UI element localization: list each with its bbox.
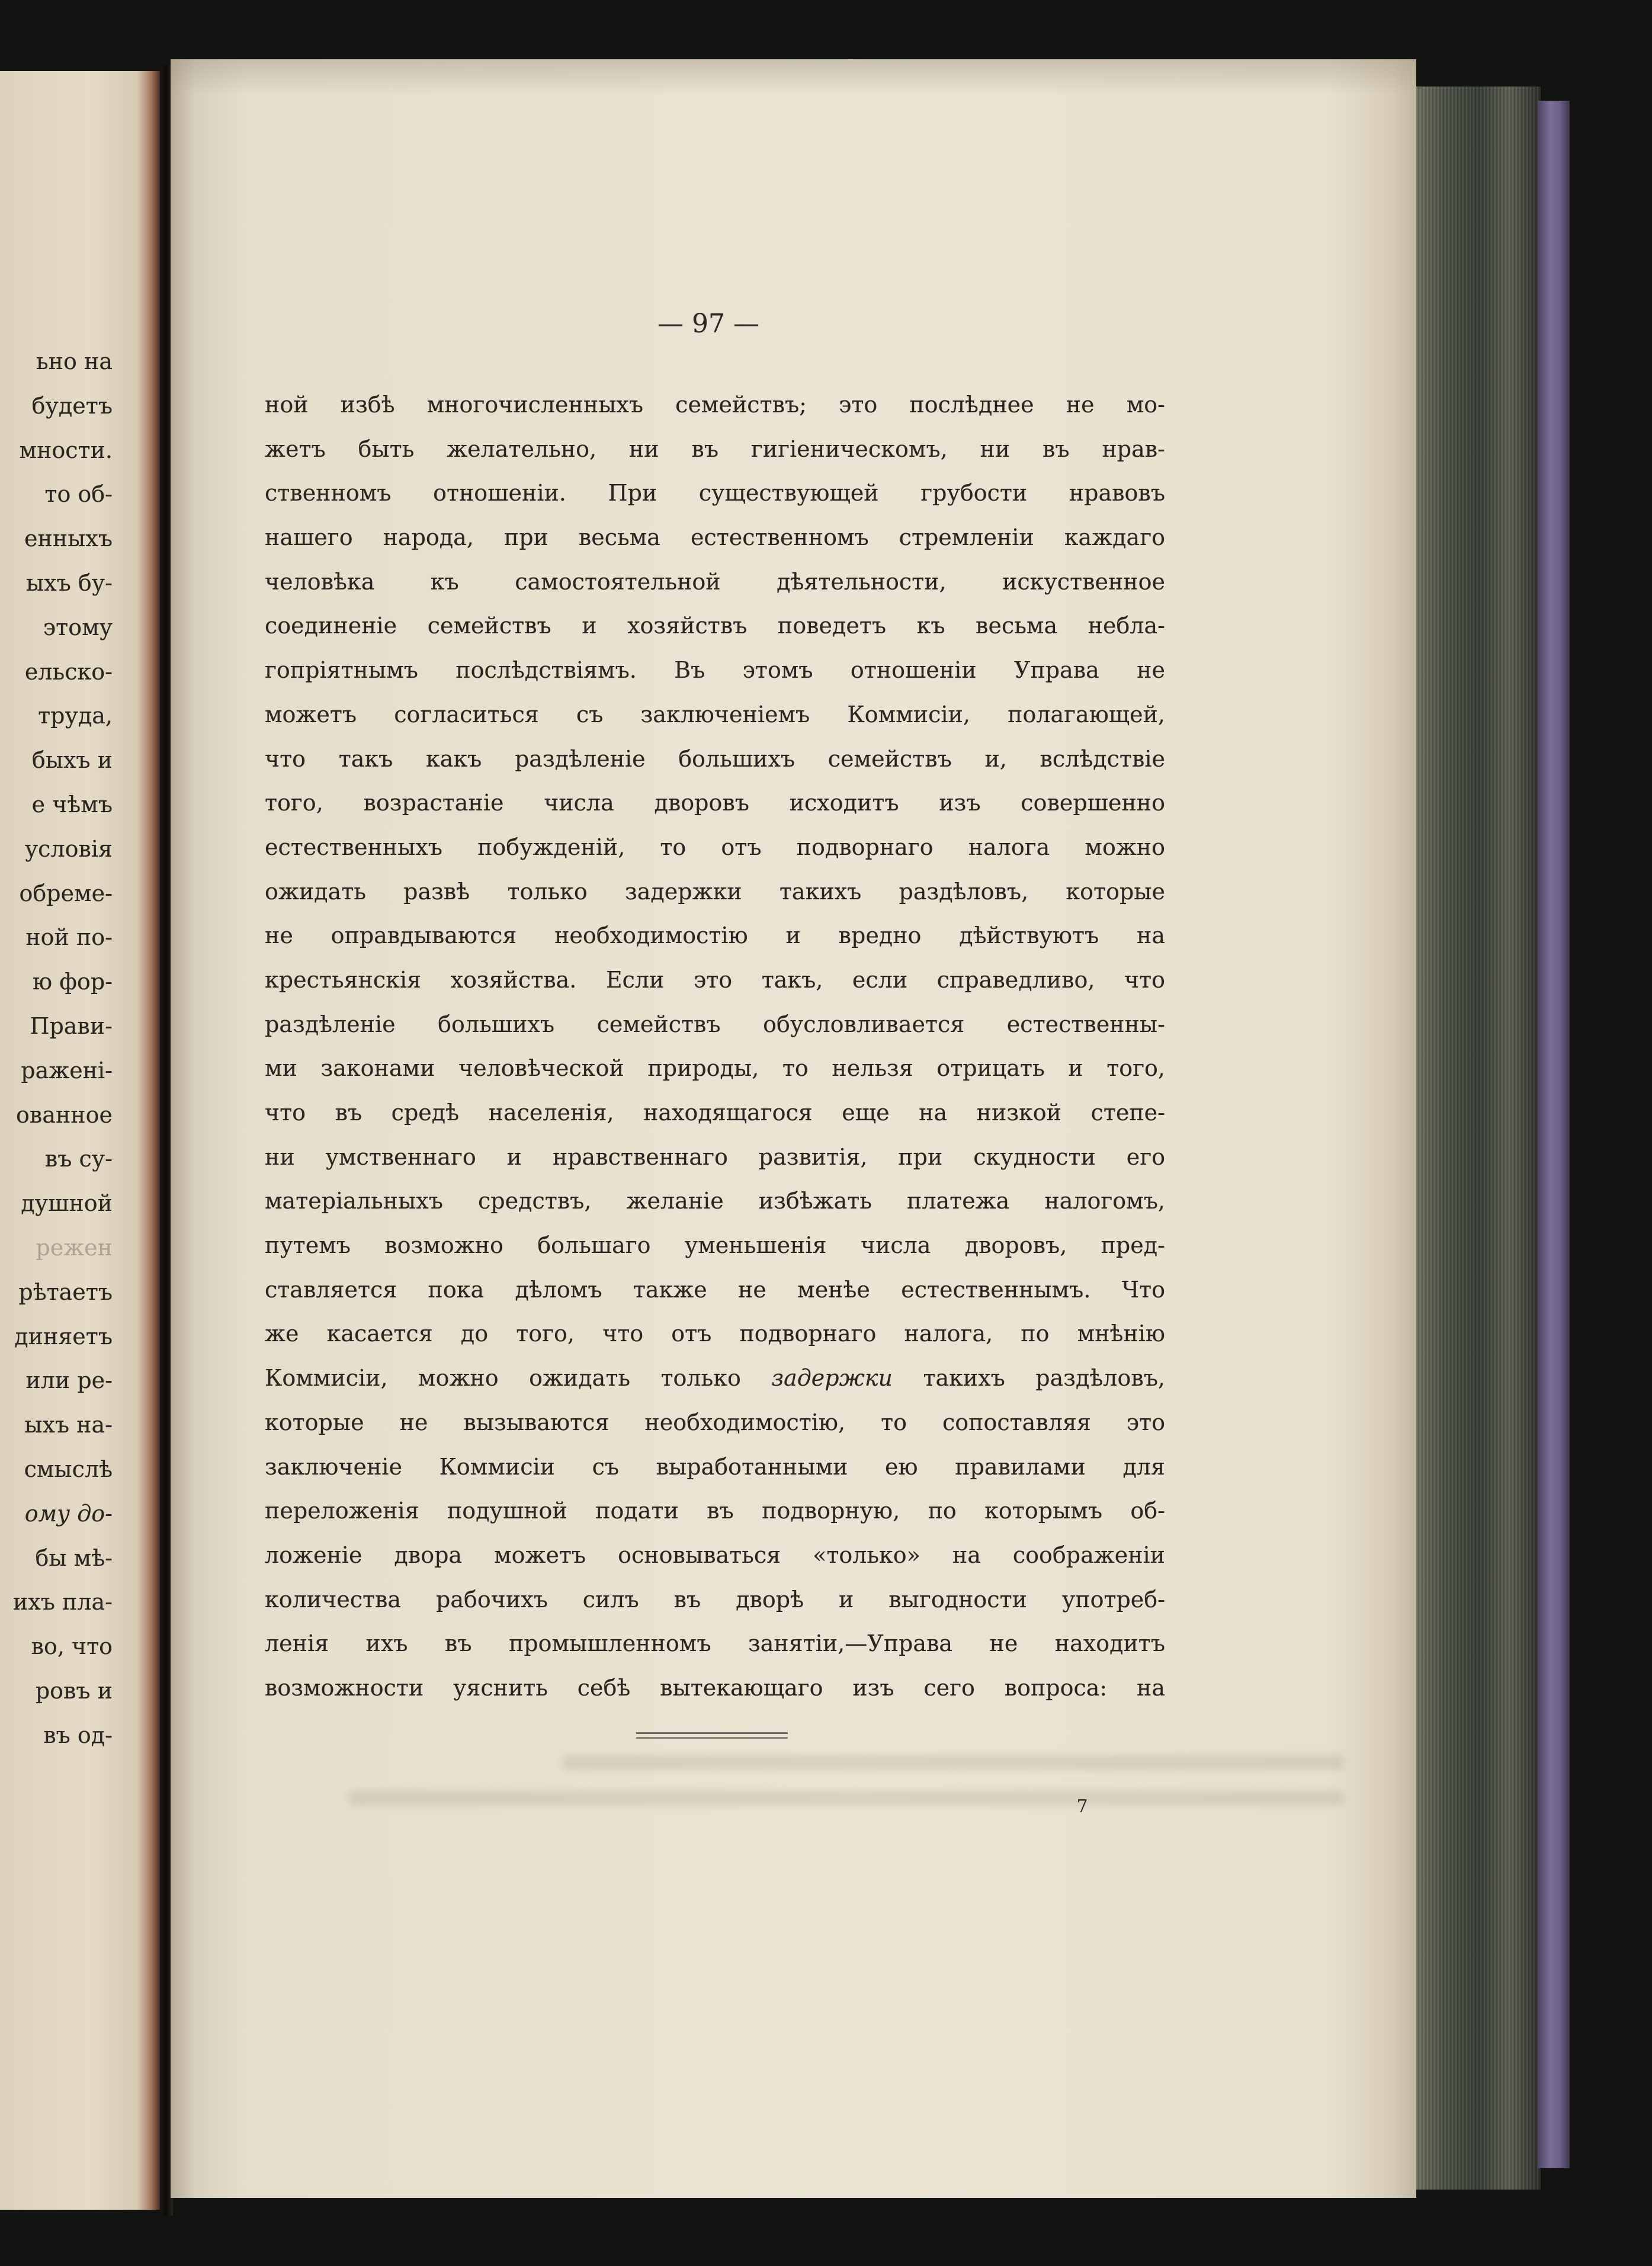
- body-text: [265, 383, 1165, 1710]
- body-text-line: соединеніе семействъ и хозяйствъ поведетъ къ весьма небла-: [265, 613, 1165, 639]
- body-text-line: человѣка къ самостоятельной дѣятельности, искуственное: [265, 568, 1165, 595]
- body-text-line: матеріальныхъ средствъ, желаніе избѣжать платежа налогомъ,: [265, 1188, 1165, 1214]
- left-page-line-fragment: или ре-: [25, 1367, 113, 1394]
- body-text-line: того, возрастаніе числа дворовъ исходитъ изъ совершенно: [265, 790, 1165, 816]
- left-page-line-fragment: диняетъ: [14, 1323, 113, 1350]
- body-text-line: не оправдываются необходимостію и вредно дѣйствуютъ на: [265, 922, 1165, 949]
- left-page-line-fragment: обреме-: [19, 880, 113, 906]
- body-text-line: ложеніе двора можетъ основываться «только» на соображеніи: [265, 1541, 1165, 1568]
- body-text-line: можетъ согласиться съ заключеніемъ Коммисіи, полагающей,: [265, 701, 1165, 727]
- left-page-text-fragments: [0, 339, 113, 1758]
- left-page-line-fragment: смыслѣ: [24, 1456, 113, 1482]
- left-page-line-fragment: ной по-: [25, 924, 113, 951]
- left-page-line-fragment: во, что: [31, 1633, 113, 1660]
- end-rule-bottom: [636, 1737, 788, 1739]
- italic-emphasis: задержки: [771, 1365, 893, 1392]
- body-text-line: гопріятнымъ послѣдствіямъ. Въ этомъ отношеніи Управа не: [265, 657, 1165, 684]
- left-page-line-fragment: ыхъ бу-: [25, 569, 113, 596]
- left-page-line-fragment: ому до-: [24, 1500, 113, 1527]
- end-rule-top: [636, 1732, 788, 1734]
- left-page-line-fragment: будетъ: [31, 392, 113, 419]
- left-page-line-fragment: ровъ и: [35, 1677, 113, 1704]
- body-text-line: ми законами человѣческой природы, то нельзя отрицать и того,: [265, 1055, 1165, 1082]
- left-page-line-fragment: ражені-: [21, 1057, 113, 1084]
- page-top-shade: [171, 59, 1416, 95]
- body-text-line: жетъ быть желательно, ни въ гигіеническомъ, ни въ нрав-: [265, 435, 1165, 462]
- left-page-line-fragment: то об-: [44, 481, 113, 508]
- left-page-line-fragment: быхъ и: [31, 747, 113, 774]
- body-text-line: путемъ возможно большаго уменьшенія числа дворовъ, пред-: [265, 1232, 1165, 1259]
- body-text-line: [265, 1356, 1165, 1400]
- left-page-line-fragment: е чѣмъ: [31, 791, 113, 818]
- body-text-line: нашего народа, при весьма естественномъ стремленіи каждаго: [265, 524, 1165, 551]
- body-text-line: которые не вызываются необходимостію, то сопоставляя это: [265, 1409, 1165, 1435]
- left-page-line-fragment: въ од-: [43, 1722, 113, 1748]
- left-page-line-fragment: ыхъ на-: [24, 1412, 113, 1438]
- right-page: [171, 59, 1416, 2198]
- body-text-line: ожидать развѣ только задержки такихъ раздѣловъ, которые: [265, 878, 1165, 905]
- signature-mark: 7: [1076, 1796, 1088, 1817]
- body-text-line: количества рабочихъ силъ въ дворѣ и выгодности употреб-: [265, 1586, 1165, 1613]
- body-text-segment: Коммисіи, можно ожидать только: [265, 1365, 772, 1392]
- body-text-line: возможности уяснить себѣ вытекающаго изъ сего вопроса: на: [265, 1674, 1165, 1701]
- left-page-line-fragment: ельско-: [24, 658, 113, 685]
- left-page-line-fragment: режен: [36, 1234, 113, 1261]
- left-page: [0, 71, 162, 2210]
- body-text-line: заключеніе Коммисіи съ выработанными ею правилами для: [265, 1453, 1165, 1480]
- body-text-line: крестьянскія хозяйства. Если это такъ, если справедливо, что: [265, 966, 1165, 993]
- book-cover-edge: [1538, 101, 1570, 2168]
- left-page-line-fragment: въ су-: [44, 1146, 113, 1172]
- left-page-line-fragment: ованное: [16, 1101, 113, 1128]
- bleed-through-shadow: [348, 1790, 1343, 1806]
- left-page-line-fragment: енныхъ: [24, 525, 113, 552]
- page-edge-stack: [1416, 86, 1541, 2190]
- left-page-line-fragment: условія: [24, 835, 113, 862]
- left-page-line-fragment: мности.: [19, 437, 113, 463]
- left-page-line-fragment: труда,: [38, 703, 113, 729]
- body-text-line: раздѣленіе большихъ семействъ обусловливается естественны-: [265, 1011, 1165, 1037]
- bleed-through-shadow: [562, 1755, 1343, 1770]
- body-text-line: ленія ихъ въ промышленномъ занятіи,—Управа не находитъ: [265, 1630, 1165, 1657]
- left-page-line-fragment: этому: [43, 614, 113, 640]
- body-text-line: что въ средѣ населенія, находящагося еще на низкой степе-: [265, 1100, 1165, 1126]
- left-page-line-fragment: ьно на: [36, 348, 113, 374]
- left-page-line-fragment: рѣтаетъ: [18, 1278, 113, 1305]
- left-page-line-fragment: бы мѣ-: [35, 1544, 113, 1571]
- body-text-line: переложенія подушной подати въ подворную, по которымъ об-: [265, 1498, 1165, 1524]
- left-page-line-fragment: ю фор-: [33, 969, 113, 995]
- body-text-line: же касается до того, что отъ подворнаго налога, по мнѣнію: [265, 1321, 1165, 1347]
- left-page-line-fragment: душной: [21, 1190, 113, 1217]
- body-text-line: что такъ какъ раздѣленіе большихъ семействъ и, вслѣдствіе: [265, 745, 1165, 772]
- body-text-line: ни умственнаго и нравственнаго развитія, при скудности его: [265, 1143, 1165, 1170]
- body-text-line: ной избѣ многочисленныхъ семействъ; это послѣднее не мо-: [265, 392, 1165, 418]
- left-page-line-fragment: ихъ пла-: [13, 1589, 113, 1616]
- page-number-header: — 97 —: [657, 309, 759, 339]
- body-text-line: естественныхъ побужденій, то отъ подворнаго налога можно: [265, 834, 1165, 860]
- body-text-segment: такихъ раздѣловъ,: [892, 1365, 1165, 1392]
- left-page-line-fragment: Прави-: [30, 1012, 113, 1039]
- body-text-line: ственномъ отношеніи. При существующей грубости нравовъ: [265, 480, 1165, 507]
- body-text-line: ставляется пока дѣломъ также не менѣе естественнымъ. Что: [265, 1276, 1165, 1303]
